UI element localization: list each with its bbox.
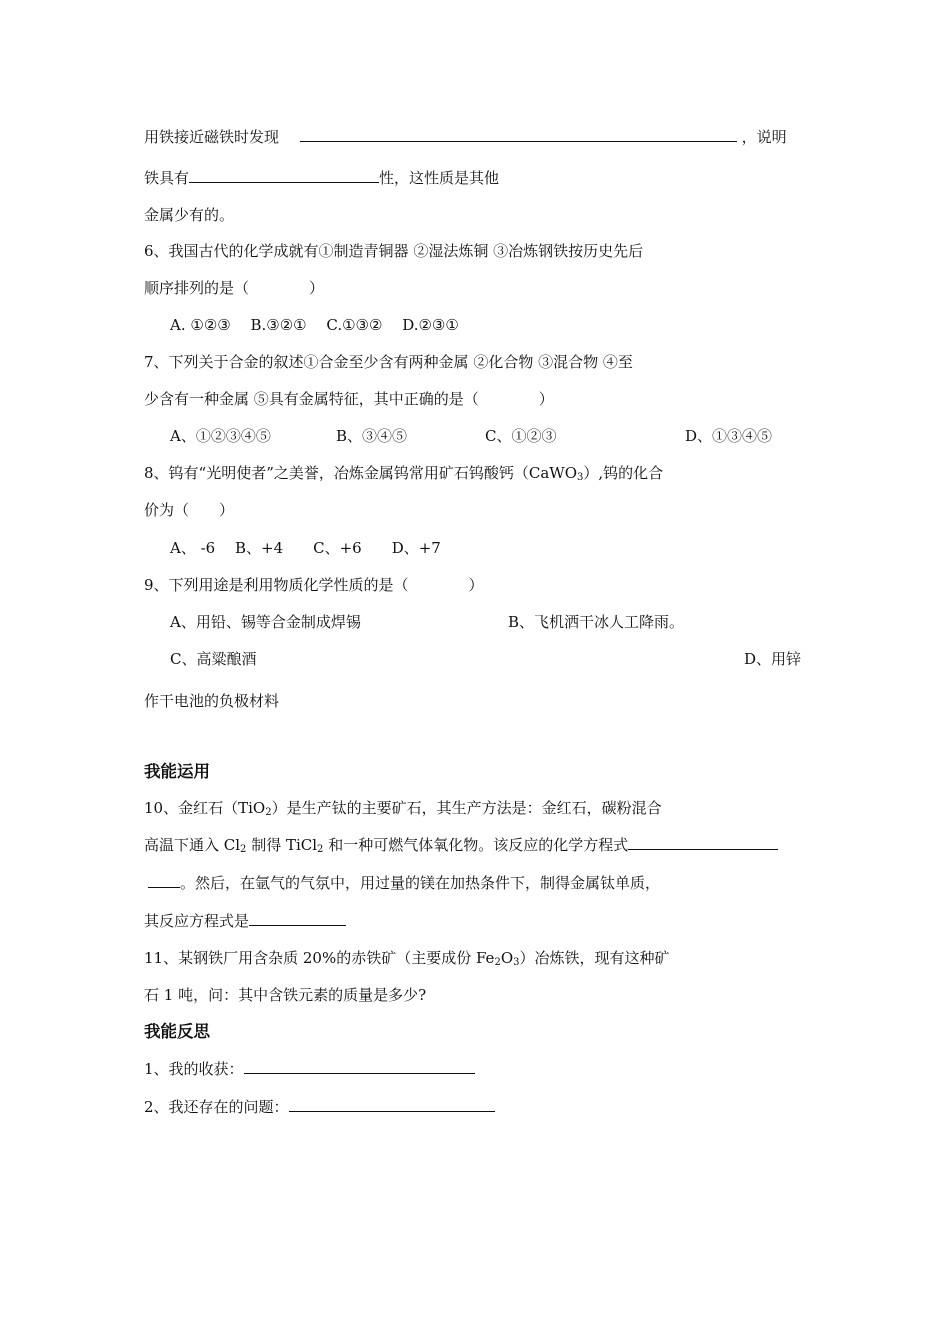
q5-line2 xyxy=(144,167,499,189)
q9-option-c: C、高粱酿酒 xyxy=(170,650,257,668)
q7-option-a: A、①②③④⑤ xyxy=(170,427,271,445)
reflect-item-1 xyxy=(144,1058,475,1080)
q11-l1-text: 11、某钢铁厂用含杂质 20%的赤铁矿（主要成份 Fe xyxy=(144,949,495,967)
q6-stem-line1: 6、我国古代的化学成就有①制造青铜器 ②湿法炼铜 ③冶炼钢铁按历史先后 xyxy=(144,242,644,260)
q8-stem-line2: 价为（ ） xyxy=(144,501,235,519)
q10-l1-text: 10、金红石（TiO xyxy=(144,799,266,817)
q7-option-c: C、①②③ xyxy=(485,427,557,445)
q5-blank-1[interactable] xyxy=(300,126,737,142)
q5-blank-2[interactable] xyxy=(189,167,379,183)
q10-equation-blank-2[interactable] xyxy=(249,910,346,926)
q7-stem-line1: 7、下列关于合金的叙述①合金至少含有两种金属 ②化合物 ③混合物 ④至 xyxy=(144,353,633,371)
q5-line1-tail: ，说明 xyxy=(741,128,787,146)
reflect-item-2-label: 2、我还存在的问题： xyxy=(144,1098,289,1116)
q7-stem-line2: 少含有一种金属 ⑤具有金属特征，其中正确的是（ ） xyxy=(144,390,554,408)
q10-line1 xyxy=(144,797,662,819)
q11-l1-tail: ）冶炼铁，现有这种矿 xyxy=(519,949,670,967)
q11-line2: 石 1 吨，问：其中含铁元素的质量是多少? xyxy=(144,986,427,1004)
q10-l4-text: 其反应方程式是 xyxy=(144,912,250,930)
q10-line3 xyxy=(148,872,660,894)
q10-l3-text: 。然后，在氩气的气氛中，用过量的镁在加热条件下，制得金属钛单质， xyxy=(180,874,661,892)
q9-option-d-continued: 作干电池的负极材料 xyxy=(144,692,280,710)
q8-options: A、 -6 B、+4 C、+6 D、+7 xyxy=(170,539,441,557)
q9-stem: 9、下列用途是利用物质化学性质的是（ ） xyxy=(144,576,484,594)
q5-line2-text: 铁具有 xyxy=(144,169,190,187)
q10-line2 xyxy=(144,834,778,856)
section-heading-reflect: 我能反思 xyxy=(144,1022,210,1041)
q6-stem-line2: 顺序排列的是（ ） xyxy=(144,279,325,297)
q10-l1-tail: ）是生产钛的主要矿石，其生产方法是：金红石，碳粉混合 xyxy=(271,799,662,817)
q9-option-a: A、用铅、锡等合金制成焊锡 xyxy=(170,613,361,631)
section-heading-apply: 我能运用 xyxy=(144,762,210,781)
q10-line4 xyxy=(144,910,346,932)
q8-stem-line1 xyxy=(144,462,663,484)
q11-l1-mid: O xyxy=(500,949,514,967)
q8-line1-tail: ）,钨的化合 xyxy=(583,464,664,482)
q8-subscript: 3 xyxy=(577,472,584,483)
q6-options: A. ①②③ B.③②① C.①③② D.②③① xyxy=(170,316,459,334)
q7-option-d: D、①③④⑤ xyxy=(685,427,773,445)
q10-equation-blank-1-cont[interactable] xyxy=(148,872,180,888)
q7-option-b: B、③④⑤ xyxy=(336,427,408,445)
q11-sub1: 2 xyxy=(494,957,501,968)
q5-line3: 金属少有的。 xyxy=(144,206,235,224)
reflect-item-1-label: 1、我的收获： xyxy=(144,1060,244,1078)
q10-l1-sub: 2 xyxy=(265,807,272,818)
q10-l2-sub2: 2 xyxy=(317,844,324,855)
q5-line1 xyxy=(144,126,787,148)
q11-line1 xyxy=(144,947,670,969)
reflect-item-2 xyxy=(144,1096,495,1118)
q11-sub2: 3 xyxy=(513,957,520,968)
q10-l2-text: 高温下通入 Cl xyxy=(144,836,241,854)
q10-equation-blank-1[interactable] xyxy=(628,834,778,850)
q10-l2-tail: 和一种可燃气体氧化物。该反应的化学方程式 xyxy=(323,836,629,854)
q8-line1-text: 8、钨有“光明使者”之美誉，冶炼金属钨常用矿石钨酸钙（CaWO xyxy=(144,464,578,482)
q5-line2-tail: 性，这性质是其他 xyxy=(379,169,500,187)
q10-l2-sub1: 2 xyxy=(240,844,247,855)
reflect-blank-2[interactable] xyxy=(289,1096,495,1112)
q9-option-b: B、飞机洒干冰人工降雨。 xyxy=(508,613,685,631)
q9-option-d: D、用锌 xyxy=(744,650,802,668)
reflect-blank-1[interactable] xyxy=(244,1058,475,1074)
q10-l2-mid: 制得 TiCl xyxy=(246,836,318,854)
q5-line1-text: 用铁接近磁铁时发现 xyxy=(144,128,280,146)
